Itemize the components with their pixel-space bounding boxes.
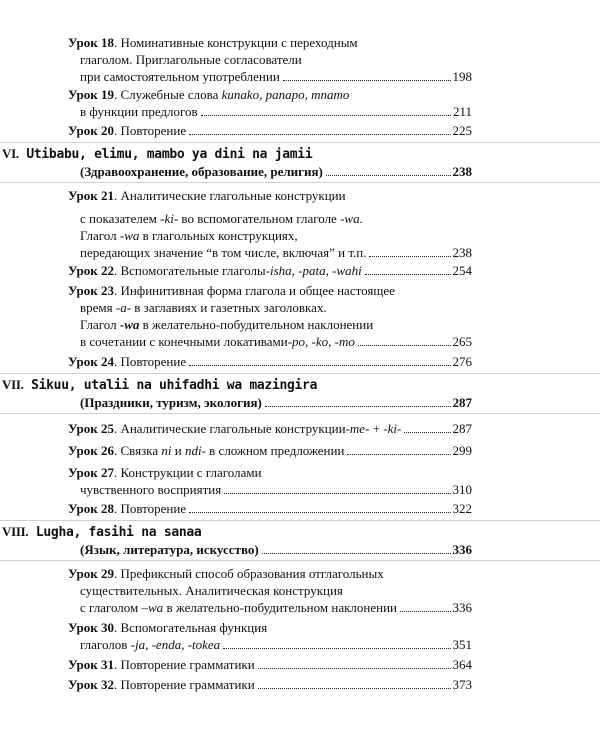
page-number: 238 bbox=[452, 245, 472, 260]
dot-leader bbox=[400, 611, 451, 612]
swahili-words: -isha, -pata, -wahi bbox=[265, 263, 362, 278]
lesson-label: Урок 21 bbox=[68, 188, 114, 203]
lesson-title-line: в желательно-побудительном наклонении bbox=[139, 317, 374, 332]
lesson-title-line: существительных. Аналитическая конструкция bbox=[80, 583, 343, 598]
lesson-title-line: глаголом. Приглагольные согласователи bbox=[80, 52, 302, 67]
dot-leader bbox=[189, 512, 450, 513]
lesson-title-line: Глагол bbox=[80, 317, 120, 332]
lesson-title-line: в сочетании с конечными локативами bbox=[80, 334, 288, 349]
lesson-title: . Служебные слова bbox=[113, 87, 222, 102]
lesson-label: Урок 27 bbox=[68, 465, 114, 480]
page-number: 238 bbox=[452, 164, 472, 179]
lesson-label: Урок 23 bbox=[68, 283, 114, 298]
lesson-label: Урок 22 bbox=[68, 263, 114, 278]
dot-leader bbox=[404, 432, 450, 433]
lesson-title-line: Глагол bbox=[80, 228, 120, 243]
lesson-label: Урок 18 bbox=[68, 35, 114, 50]
dot-leader bbox=[365, 274, 451, 275]
lesson-label: Урок 24 bbox=[68, 354, 114, 369]
section-divider bbox=[0, 182, 600, 183]
lesson-title-line: глаголов bbox=[80, 637, 131, 652]
lesson-title-line: время bbox=[80, 300, 116, 315]
lesson-label: Урок 31 bbox=[68, 657, 114, 672]
lesson-title: . Вспомогательные глаголы bbox=[113, 263, 266, 278]
page-number: 211 bbox=[452, 104, 472, 119]
dot-leader bbox=[358, 345, 451, 346]
page-number: 310 bbox=[452, 482, 472, 497]
dot-leader bbox=[347, 454, 450, 455]
section-divider bbox=[0, 413, 600, 414]
lesson-label: Урок 28 bbox=[68, 501, 114, 516]
section-number: VI. bbox=[2, 146, 19, 161]
dot-leader bbox=[189, 134, 450, 135]
section-divider bbox=[0, 142, 600, 143]
dot-leader bbox=[258, 688, 451, 689]
lesson-title-line: в желательно-побудительном наклонении bbox=[163, 600, 397, 615]
lesson-title: . Повторение грамматики bbox=[113, 677, 255, 692]
lesson-title-line: при самостоятельном употреблении bbox=[80, 69, 280, 84]
swahili-morpheme: –wa bbox=[141, 600, 164, 615]
lesson-title: . Аналитические глагольные конструкции bbox=[113, 188, 346, 203]
dot-leader bbox=[265, 406, 451, 407]
dot-leader bbox=[283, 80, 451, 81]
page-number: 351 bbox=[452, 637, 472, 652]
lesson-title-line: в заглавиях и газетных заголовках. bbox=[131, 300, 327, 315]
lesson-title: . Связка bbox=[113, 443, 162, 458]
section-subtitle: (Здравоохранение, образование, религия) bbox=[80, 164, 323, 179]
dot-leader bbox=[326, 175, 451, 176]
swahili-morpheme: -a- bbox=[115, 300, 132, 315]
lesson-label: Урок 32 bbox=[68, 677, 114, 692]
lesson-title-line: в глагольных конструкциях, bbox=[139, 228, 298, 243]
page-number: 254 bbox=[452, 263, 472, 278]
lesson-title: . Аналитические глагольные конструкции bbox=[113, 421, 346, 436]
lesson-title: . Повторение bbox=[113, 354, 187, 369]
lesson-label: Урок 19 bbox=[68, 87, 114, 102]
section-title: Sikuu, utalii na uhifadhi wa mazingira bbox=[31, 378, 318, 393]
swahili-morpheme: -wa. bbox=[340, 211, 363, 226]
dot-leader bbox=[224, 493, 450, 494]
page-number: 287 bbox=[452, 395, 472, 410]
page-number: 287 bbox=[452, 421, 472, 436]
dot-leader bbox=[262, 553, 451, 554]
page-number: 373 bbox=[452, 677, 472, 692]
dot-leader bbox=[258, 668, 451, 669]
lesson-title: . Конструкции с глаголами bbox=[113, 465, 262, 480]
lesson-title: . Повторение грамматики bbox=[113, 657, 255, 672]
page-number: 265 bbox=[452, 334, 472, 349]
lesson-title-line: в функции предлогов bbox=[80, 104, 198, 119]
section-subtitle: (Язык, литература, искусство) bbox=[80, 542, 259, 557]
dot-leader bbox=[201, 115, 451, 116]
lesson-title: . Повторение bbox=[113, 501, 187, 516]
section-title: Lugha, fasihi na sanaa bbox=[35, 525, 202, 540]
dot-leader bbox=[223, 648, 450, 649]
swahili-morpheme: ndi- bbox=[184, 443, 206, 458]
lesson-title: и bbox=[171, 443, 185, 458]
section-divider bbox=[0, 520, 600, 521]
lesson-title-line: с показателем bbox=[80, 211, 161, 226]
swahili-morpheme: -ja, -enda, -tokea bbox=[130, 637, 221, 652]
lesson-title: . Вспомогательная функция bbox=[113, 620, 268, 635]
page-number: 225 bbox=[452, 123, 472, 138]
swahili-words: kunako, panapo, mnamo bbox=[221, 87, 350, 102]
dot-leader bbox=[369, 256, 450, 257]
lesson-title: в сложном предложении bbox=[205, 443, 345, 458]
page-number: 336 bbox=[452, 542, 472, 557]
lesson-title: . Инфинитивная форма глагола и общее настоящее bbox=[113, 283, 395, 298]
swahili-morpheme: -ki- bbox=[160, 211, 179, 226]
section-divider bbox=[0, 560, 600, 561]
swahili-morpheme: ni bbox=[161, 443, 172, 458]
swahili-morpheme: -me- bbox=[345, 421, 370, 436]
lesson-title-line: с глаголом bbox=[80, 600, 142, 615]
lesson-title-line: чувственного восприятия bbox=[80, 482, 222, 497]
lesson-label: Урок 20 bbox=[68, 123, 114, 138]
page-number: 299 bbox=[452, 443, 472, 458]
swahili-morpheme: -wa bbox=[119, 228, 140, 243]
section-number: VII. bbox=[2, 377, 24, 392]
page-number: 276 bbox=[452, 354, 472, 369]
page-number: 322 bbox=[452, 501, 472, 516]
lesson-title: . Номинативные конструкции с переходным bbox=[113, 35, 358, 50]
lesson-label: Урок 29 bbox=[68, 566, 114, 581]
section-title: Utibabu, elimu, mambo ya dini na jamii bbox=[26, 147, 313, 162]
lesson-title: . Префиксный способ образования отглагольных bbox=[113, 566, 384, 581]
swahili-morpheme: -ki- bbox=[383, 421, 402, 436]
lesson-title: + bbox=[369, 421, 384, 436]
lesson-title-line: передающих значение “в том числе, включая” и т.п. bbox=[80, 245, 367, 260]
lesson-label: Урок 30 bbox=[68, 620, 114, 635]
lesson-label: Урок 25 bbox=[68, 421, 114, 436]
section-number: VIII. bbox=[2, 524, 29, 539]
lesson-title-line: во вспомогательном глаголе bbox=[178, 211, 341, 226]
swahili-morpheme: -wa bbox=[119, 317, 140, 332]
page-number: 198 bbox=[452, 69, 472, 84]
section-subtitle: (Праздники, туризм, экология) bbox=[80, 395, 262, 410]
lesson-label: Урок 26 bbox=[68, 443, 114, 458]
lesson-title: . Повторение bbox=[113, 123, 187, 138]
dot-leader bbox=[189, 365, 450, 366]
swahili-morpheme: -po, -ko, -mo bbox=[287, 334, 355, 349]
section-divider bbox=[0, 373, 600, 374]
page-number: 364 bbox=[452, 657, 472, 672]
page-number: 336 bbox=[452, 600, 472, 615]
